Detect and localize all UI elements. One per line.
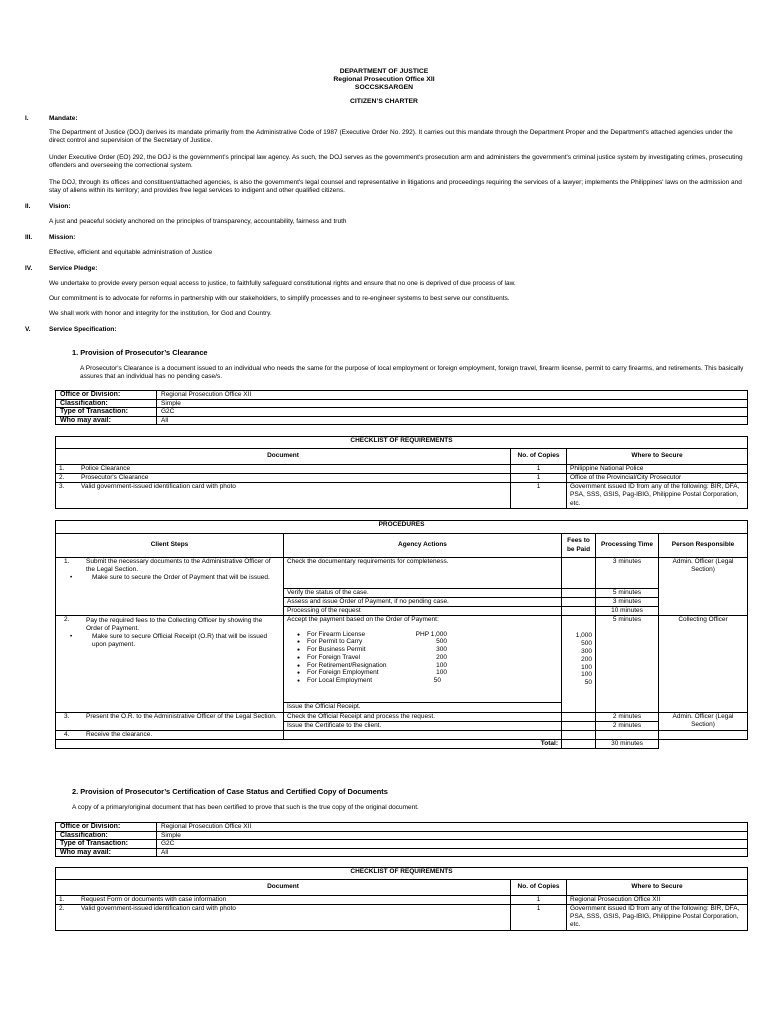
- agency-name: DEPARTMENT OF JUSTICE: [339, 68, 429, 75]
- service2-title: 2. Provision of Prosecutor’s Certification of Case Status and Certified Copy of Documents: [72, 787, 388, 796]
- list-item: ● For Foreign Employment 100: [297, 669, 558, 677]
- service2-description: A copy of a primary/original document that has been certified to prove that such is the true copy of the original document.: [72, 804, 419, 811]
- info-row: Type of Transaction: G2C: [56, 840, 748, 849]
- list-item: ● For Firearm License PHP 1,000: [297, 631, 558, 639]
- office-name: Regional Prosecution Office XII: [333, 76, 435, 83]
- info-row: Office or Division: Regional Prosecution Office XII: [56, 823, 748, 832]
- pledge-paragraph-1: We undertake to provide every person equal access to justice, to faithfully safeguard constitutional rights and ensure that no one is deprived of due process of law.: [49, 280, 516, 287]
- section-number: V.: [25, 326, 31, 333]
- total-row: Total: 30 minutes: [56, 739, 748, 748]
- info-row: Classification: Simple: [56, 399, 748, 408]
- fees-column: 1,000 500 300 200 100 100 50: [562, 616, 596, 712]
- service1-info-table: [55, 390, 748, 425]
- mission-heading: Mission:: [49, 234, 76, 241]
- column-header: Document: [56, 449, 511, 465]
- column-header: Fees to be Paid: [562, 534, 596, 558]
- table-row: Assess and issue Order of Payment, if no pending case. 3 minutes: [56, 598, 748, 607]
- mandate-heading: Mandate:: [49, 115, 78, 122]
- section-number: IV.: [25, 265, 33, 272]
- column-header: Where to Secure: [567, 880, 748, 896]
- section-number: II.: [25, 203, 31, 210]
- mission-text: Effective, efficient and equitable administration of Justice: [49, 249, 213, 256]
- section-number: I.: [25, 115, 29, 122]
- table-row: 2. Prosecutor's Clearance 1 Office of the Provincial/City Prosecutor: [56, 474, 748, 483]
- info-row: Classification: Simple: [56, 831, 748, 840]
- checklist-caption: CHECKLIST OF REQUIREMENTS: [56, 437, 748, 449]
- list-item: ● For Local Employment 50: [297, 677, 558, 685]
- list-item: ● For Foreign Travel 200: [297, 654, 558, 662]
- table-row: Issue the Certificate to the client. 2 minutes: [56, 721, 748, 730]
- table-row: Verify the status of the case. 5 minutes: [56, 589, 748, 598]
- vision-text: A just and peaceful society anchored on the principles of transparency, accountability, fairness and truth: [49, 218, 347, 225]
- region-name: SOCCSKSARGEN: [354, 84, 414, 91]
- vision-heading: Vision:: [49, 203, 71, 210]
- table-row: Issue the Official Receipt.: [56, 703, 748, 712]
- service1-procedures-table: [55, 520, 748, 749]
- table-row: 2. Valid government-issued identification card with photo 1 Government issued ID from any of the following: BIR, DFA, PSA, SSS, GSIS, Pag-IBIG, Philippine Postal Corporation, etc.: [56, 905, 748, 930]
- table-row: 1. Submit the necessary documents to the Administrative Officer of the Legal Section. • Make sure to secure the Order of Payment that will be issued. Check the documentary requirements for completeness. 3 minutes Admin. Officer (Legal Section): [56, 558, 748, 589]
- procedures-caption: PROCEDURES: [56, 521, 748, 534]
- table-row: 4. Receive the clearance.: [56, 730, 748, 739]
- mandate-paragraph-2: Under Executive Order (EO) 292, the DOJ is the government's principal law agency. As such, the DOJ serves as the government's prosecution arm and administers the government's criminal justice system by investigating crimes, prosecuting offenders and overseeing the correctional system.: [49, 154, 743, 170]
- info-row: Type of Transaction: G2C: [56, 408, 748, 417]
- service2-info-table: [55, 822, 748, 857]
- service1-description: A Prosecutor's Clearance is a document issued to an individual who needs the same for the purpose of local employment or foreign employment, foreign travel, firearm license, permit to carry firearms, and retirements. This basically assures that an individual has no pending case/s.: [80, 365, 744, 381]
- service1-checklist-table: [55, 436, 748, 509]
- pledge-paragraph-3: We shall work with honor and integrity for the institution, for God and Country.: [49, 310, 272, 317]
- checklist-caption: CHECKLIST OF REQUIREMENTS: [56, 868, 748, 880]
- column-header: Processing Time: [596, 534, 659, 558]
- column-header: Where to Secure: [567, 449, 748, 465]
- pledge-heading: Service Pledge:: [49, 265, 98, 272]
- mandate-paragraph-1: The Department of Justice (DOJ) derives its mandate primarily from the Administrative Code of 1987 (Executive Order No. 292). It carries out this mandate through the Department Proper and the Department's attached agencies under the direct control and supervision of the Secretary of Justice.: [49, 129, 733, 145]
- page-title: CITIZEN’S CHARTER: [350, 98, 418, 105]
- list-item: ● For Permit to Carry 500: [297, 638, 558, 646]
- spec-heading: Service Specification:: [49, 326, 117, 333]
- table-row: 3. Valid government-issued identification card with photo 1 Government issued ID from any of the following: BIR, DFA, PSA, SSS, GSIS, Pag-IBIG, Philippine Postal Corporation, etc.: [56, 483, 748, 508]
- table-row: 1. Request Form or documents with case information 1 Regional Prosecution Office XII: [56, 896, 748, 905]
- table-row: 2. Pay the required fees to the Collecting Officer by showing the Order of Payment. • Make sure to secure Official Receipt (O.R) that will be issued upon payment. Accept the payment based on the Order of Payment: ● For Firearm License PHP 1,000 ● For Permit to Carry 500 ● For Business Permit 300 ● For Foreign Travel 200 ● For Retirement/Resignation 100 ● For Foreign Employment 100 ● For Local Employment 50 1,000 500 300 200 100 100 50 5 minutes Collecting Officer: [56, 616, 748, 703]
- list-item: ● For Retirement/Resignation 100: [297, 662, 558, 670]
- column-header: No. of Copies: [511, 449, 567, 465]
- list-item: ● For Business Permit 300: [297, 646, 558, 654]
- column-header: No. of Copies: [511, 880, 567, 896]
- fee-list: [287, 631, 558, 686]
- info-row: Office or Division: Regional Prosecution Office XII: [56, 391, 748, 400]
- section-number: III.: [25, 234, 33, 241]
- column-header: Document: [56, 880, 511, 896]
- column-header: Agency Actions: [284, 534, 562, 558]
- pledge-paragraph-2: Our commitment is to advocate for reforms in partnership with our stakeholders, to simplify processes and to re-engineer systems to best serve our constituents.: [49, 295, 510, 302]
- service1-title: 1. Provision of Prosecutor’s Clearance: [72, 348, 208, 357]
- column-header: Client Steps: [56, 534, 284, 558]
- service2-checklist-table: [55, 867, 748, 931]
- table-row: 3. Present the O.R. to the Administrative Officer of the Legal Section. Check the Official Receipt and process the request. 2 minutes Admin. Officer (Legal Section): [56, 712, 748, 721]
- mandate-paragraph-3: The DOJ, through its offices and constituent/attached agencies, is also the government's legal counsel and representative in litigations and proceedings requiring the services of a lawyer; implements the Philippines' laws on the admission and stay of aliens within its territory; and provides free legal services to indigent and other qualified citizens.: [49, 179, 742, 195]
- info-row: Who may avail: All: [56, 848, 748, 857]
- column-header: Person Responsible: [659, 534, 748, 558]
- table-row: Processing of the request 10 minutes: [56, 607, 748, 616]
- table-row: 1. Police Clearance 1 Philippine National Police: [56, 465, 748, 474]
- info-row: Who may avail: All: [56, 416, 748, 425]
